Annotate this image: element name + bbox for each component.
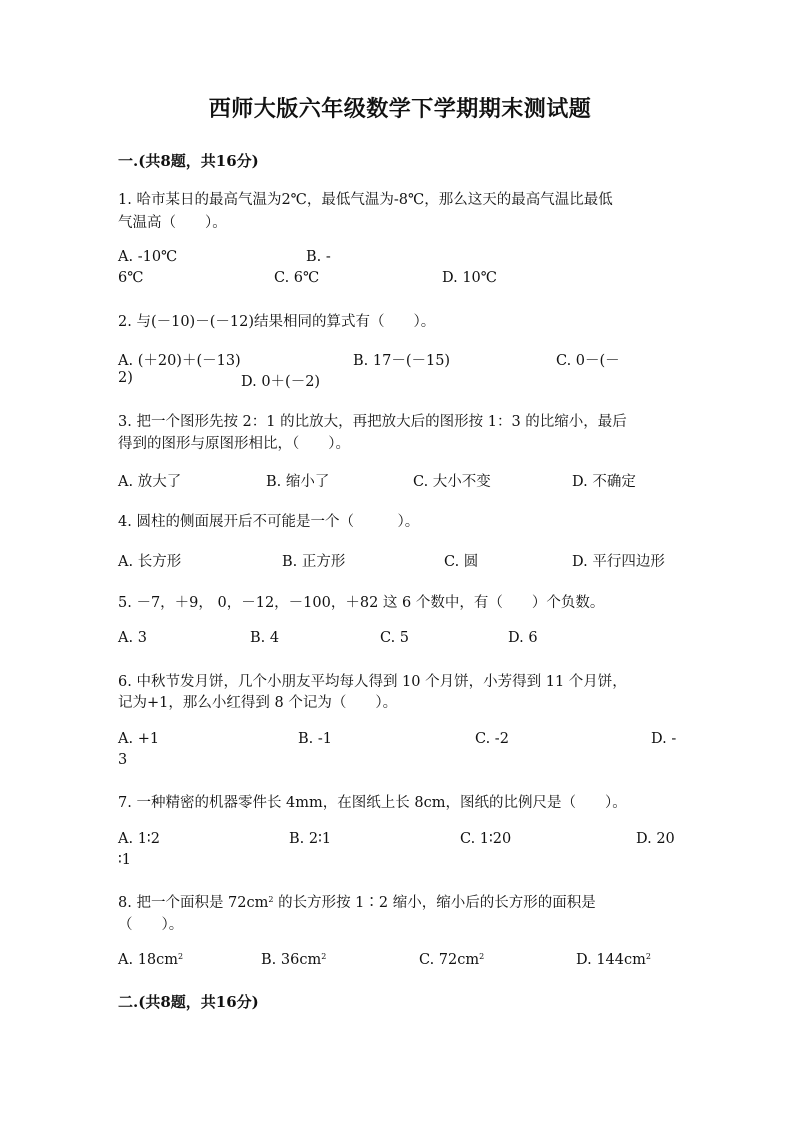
q5-option-c: C. 5 <box>380 630 410 646</box>
q6-option-d-cont: 3 <box>118 752 128 768</box>
q8-option-c-sup: 2 <box>479 952 485 961</box>
q8-option-d-sup: 2 <box>645 952 651 961</box>
q1-option-a: A. -10℃ <box>118 249 178 265</box>
question-8-line-2: （ ）。 <box>118 917 184 933</box>
q7-option-c: C. 1∶20 <box>460 831 512 847</box>
page-title: 西师大版六年级数学下学期期末测试题 <box>208 96 592 122</box>
q4-option-c: C. 圆 <box>444 554 479 570</box>
q1-option-d: D. 10℃ <box>442 270 497 286</box>
section-heading-1: 一.(共8题，共16分) <box>118 152 259 170</box>
q2-option-a: A. (＋20)＋(－13) <box>118 353 241 369</box>
q6-option-c: C. -2 <box>475 731 509 747</box>
question-3-line-1: 3. 把一个图形先按 2：1 的比放大，再把放大后的图形按 1：3 的比缩小，最后 <box>118 414 627 430</box>
q5-option-b: B. 4 <box>250 630 280 646</box>
q3-option-b: B. 缩小了 <box>266 474 330 490</box>
section-heading-2: 二.(共8题，共16分) <box>118 993 259 1011</box>
q5-option-a: A. 3 <box>118 630 147 646</box>
question-8-line-1 <box>118 891 596 912</box>
question-3-line-2: 得到的图形与原图形相比，（ ）。 <box>118 436 350 452</box>
question-5-line-1: 5. －7，＋9， 0，－12，－100，＋82 这 6 个数中，有（ ）个负数。 <box>118 595 605 611</box>
q3-option-c: C. 大小不变 <box>413 474 491 490</box>
q7-option-b: B. 2∶1 <box>289 831 332 847</box>
q2-option-c-cont: 2) <box>118 370 133 386</box>
q8-option-d <box>576 952 651 968</box>
q1-option-b-cont: 6℃ <box>118 270 144 286</box>
q8-option-a <box>118 952 183 968</box>
q8-option-a-text: A. 18cm <box>118 952 179 968</box>
question-7-line-1: 7. 一种精密的机器零件长 4mm，在图纸上长 8cm，图纸的比例尺是（ ）。 <box>118 795 627 811</box>
question-6-line-1: 6. 中秋节发月饼，几个小朋友平均每人得到 10 个月饼，小芳得到 11 个月饼， <box>118 674 627 690</box>
q2-option-d: D. 0＋(－2) <box>241 374 321 390</box>
q8-text-part-2: 的长方形按 1∶2 缩小，缩小后的长方形的面积是 <box>273 895 596 911</box>
q8-superscript: 2 <box>268 895 274 904</box>
q5-option-d: D. 6 <box>508 630 538 646</box>
question-1-line-2: 气温高（ ）。 <box>118 215 227 231</box>
q8-option-b <box>261 952 326 968</box>
q3-option-a: A. 放大了 <box>118 474 182 490</box>
q4-option-a: A. 长方形 <box>118 554 182 570</box>
q8-text-part-1: 8. 把一个面积是 72cm <box>118 895 269 911</box>
question-4-line-1: 4. 圆柱的侧面展开后不可能是一个（ ）。 <box>118 514 420 530</box>
q7-option-d-cont: ∶1 <box>118 852 131 868</box>
q8-option-d-text: D. 144cm <box>576 952 646 968</box>
q7-option-a: A. 1∶2 <box>118 831 160 847</box>
q8-option-a-sup: 2 <box>178 952 184 961</box>
q6-option-d: D. - <box>651 731 677 747</box>
question-1-line-1: 1. 哈市某日的最高气温为2℃，最低气温为-8℃，那么这天的最高气温比最低 <box>118 192 613 208</box>
q2-option-c: C. 0－(－ <box>556 353 620 369</box>
q8-option-b-text: B. 36cm <box>261 952 322 968</box>
question-6-line-2: 记为+1，那么小红得到 8 个记为（ ）。 <box>118 695 398 711</box>
q8-option-b-sup: 2 <box>321 952 327 961</box>
q2-option-b: B. 17－(－15) <box>353 353 451 369</box>
q3-option-d: D. 不确定 <box>572 474 636 490</box>
q1-option-c: C. 6℃ <box>274 270 320 286</box>
q7-option-d: D. 20 <box>636 831 675 847</box>
question-2-line-1: 2. 与(－10)－(－12)结果相同的算式有（ ）。 <box>118 314 436 330</box>
q4-option-d: D. 平行四边形 <box>572 554 665 570</box>
q6-option-a: A. +1 <box>118 731 160 747</box>
q1-option-b: B. - <box>306 249 331 265</box>
q6-option-b: B. -1 <box>298 731 332 747</box>
q8-option-c-text: C. 72cm <box>419 952 480 968</box>
q8-option-c <box>419 952 484 968</box>
q4-option-b: B. 正方形 <box>282 554 346 570</box>
